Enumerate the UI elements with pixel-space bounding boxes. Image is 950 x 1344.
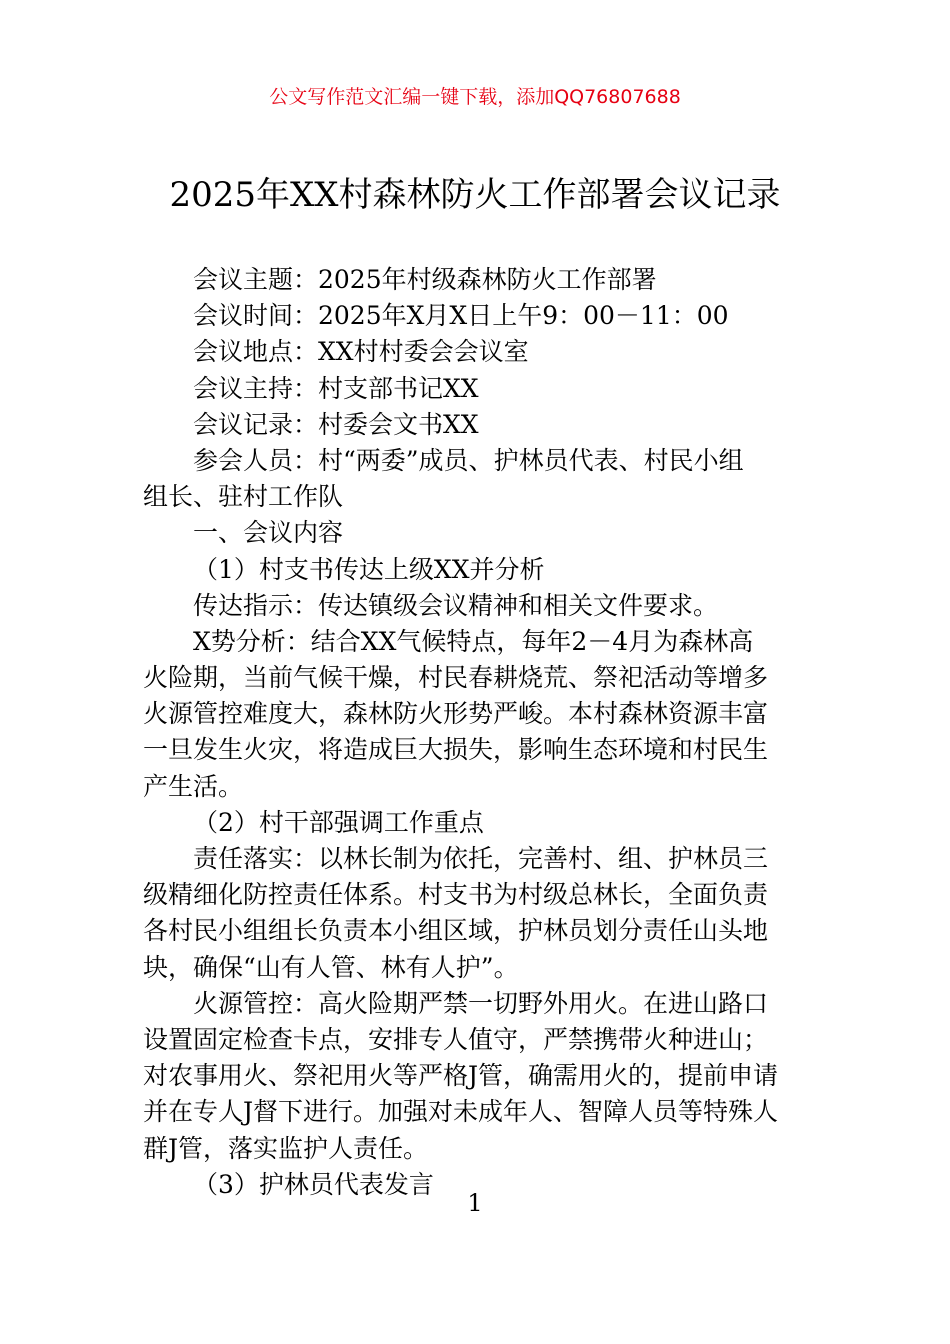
paragraph-line: 并在专人J督下进行。加强对未成年人、智障人员等特殊人	[143, 1097, 779, 1127]
section-heading-meeting-content: 一、会议内容	[193, 518, 344, 548]
download-banner: 公文写作范文汇编一键下载，添加QQ76807688	[269, 86, 681, 108]
meeting-topic-line: 会议主题：2025年村级森林防火工作部署	[193, 265, 657, 294]
page-number: 1	[467, 1189, 483, 1217]
meeting-location-line: 会议地点：XX村村委会会议室	[193, 337, 529, 367]
paragraph-line: 责任落实：以林长制为依托，完善村、组、护林员三	[193, 844, 769, 873]
paragraph-line: 设置固定检查卡点，安排专人值守，严禁携带火种进山；	[143, 1024, 769, 1054]
paragraph-line: 火源管控：高火险期严禁一切野外用火。在进山路口	[193, 988, 769, 1018]
subsection-heading-1: （1）村支书传达上级XX并分析	[193, 554, 545, 584]
paragraph-line: 群J管，落实监护人责任。	[143, 1133, 429, 1163]
paragraph-line: 产生活。	[143, 771, 244, 801]
subsection-heading-3: （3）护林员代表发言	[193, 1169, 434, 1199]
meeting-host-line: 会议主持：村支部书记XX	[193, 373, 479, 403]
paragraph-line: 块，确保“山有人管、林有人护”。	[143, 952, 519, 982]
meeting-time-line: 会议时间：2025年X月X日上午9：00－11：00	[193, 301, 729, 331]
paragraph-line: 级精细化防控责任体系。村支书为村级总林长，全面负责	[143, 880, 769, 910]
attendees-line-continued: 组长、驻村工作队	[143, 482, 344, 512]
document-title: 2025年XX村森林防火工作部署会议记录	[169, 175, 781, 215]
paragraph-line: 一旦发生火灾，将造成巨大损失，影响生态环境和村民生	[143, 735, 769, 765]
meeting-recorder-line: 会议记录：村委会文书XX	[193, 409, 479, 439]
subsection-heading-2: （2）村干部强调工作重点	[193, 807, 484, 837]
paragraph-line: 各村民小组组长负责本小组区域，护林员划分责任山头地	[143, 916, 769, 946]
document-body	[143, 262, 805, 1203]
paragraph-line: 对农事用火、祭祀用火等严格J管，确需用火的，提前申请	[143, 1061, 779, 1091]
paragraph-line: 火险期，当前气候干燥，村民春耕烧荒、祭祀活动等增多	[143, 663, 769, 693]
attendees-line: 参会人员：村“两委”成员、护林员代表、村民小组	[193, 445, 744, 475]
paragraph-line: 传达指示：传达镇级会议精神和相关文件要求。	[193, 590, 719, 620]
paragraph-line: X势分析：结合XX气候特点，每年2－4月为森林高	[193, 626, 754, 656]
paragraph-line: 火源管控难度大，森林防火形势严峻。本村森林资源丰富	[143, 699, 769, 729]
